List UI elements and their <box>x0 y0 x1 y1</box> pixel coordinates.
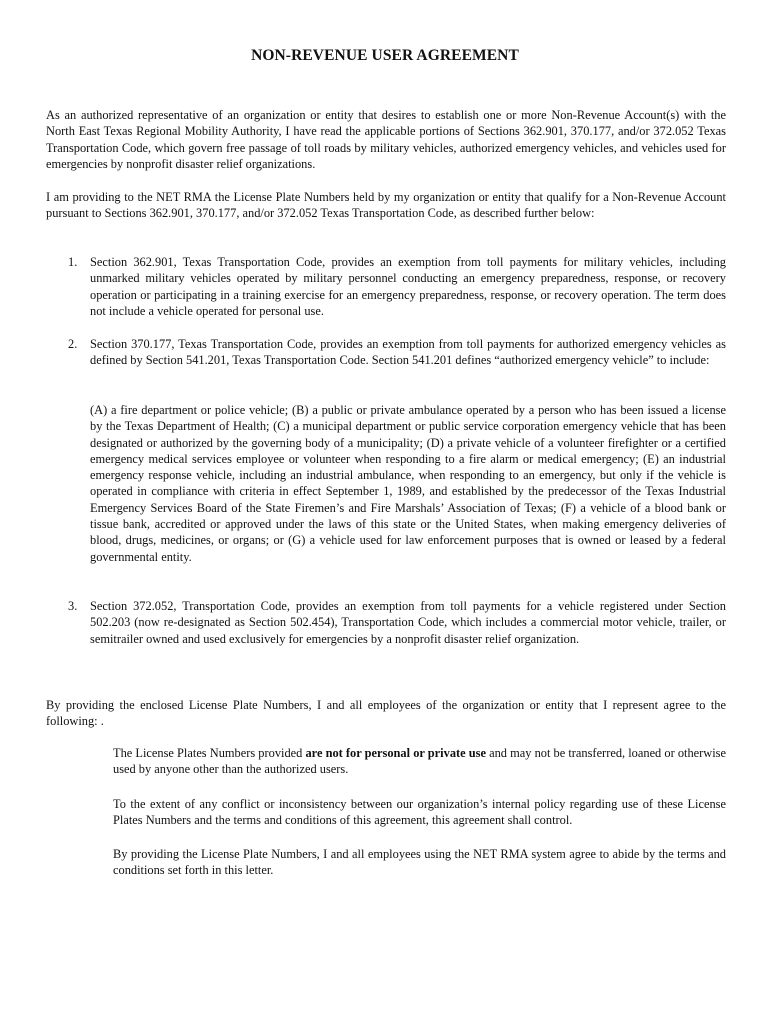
emergency-vehicle-definitions: (A) a fire department or police vehicle; (B) a public or private ambulance operated by a person who has been issued a license by the Texas Department of Health; (C) a municipal department or public service corporation emergency vehicle that has been designated or authorized by the governing body of a municipality; (D) a private vehicle of a volunteer firefighter or a certified emergency medical services employee or volunteer when responding to a fire alarm or medical emergency; (E) an industrial emergency response vehicle, including an industrial ambulance, when responding to an emergency, but only if the vehicle is operated in compliance with criteria in effect September 1, 1989, and established by the predecessor of the Texas Industrial Emergency Services Board of the State Firemen’s and Fire Marshals’ Association of Texas; (F) a vehicle of a blood bank or tissue bank, accredited or approved under the laws of this state or the United States, when making emergency deliveries of blood, drugs, medicines, or organs; or (G) a vehicle used for law enforcement purposes that is owned or leased by a federal governmental entity. <box>90 403 726 564</box>
list-item-disaster-relief: Section 372.052, Transportation Code, provides an exemption from toll payments for a vehicle registered under Section 502.203 (now re-designated as Section 502.454), Transportation Code, which includes a commercial motor vehicle, trailer, or semitrailer owned and used exclusively for emergencies by a nonprofit disaster relief organization. <box>90 599 726 646</box>
list-item-number: 1. <box>68 255 78 269</box>
document-title: NON-REVENUE USER AGREEMENT <box>251 47 519 64</box>
intro-paragraph: As an authorized representative of an organization or entity that desires to establish one or more Non-Revenue Account(s) with the North East Texas Regional Mobility Authority, I have read the applicable portions of Sections 362.901, 370.177, and/or 372.052 Texas Transportation Code, which govern free passage of toll roads by military vehicles, authorized emergency vehicles, and vehicles used for emergencies by nonprofit disaster relief organizations. <box>46 108 726 171</box>
list-item-military: Section 362.901, Texas Transportation Code, provides an exemption from toll payments for military vehicles, including unmarked military vehicles operated by military personnel conducting an emergency preparedness, response, or recovery operation or participating in a training exercise for an emergency preparedness, response, or recovery operation. The term does not include a vehicle operated for personal use. <box>90 255 726 318</box>
term-text: and may not be transferred, loaned or otherwise used by anyone other than the authorized users. <box>113 746 726 777</box>
providing-paragraph: I am providing to the NET RMA the License Plate Numbers held by my organization or entity that qualify for a Non-Revenue Account pursuant to Sections 362.901, 370.177, and/or 372.052 Texas Transportation Code, as described further below: <box>46 190 726 221</box>
term-personal-use <box>113 745 726 778</box>
term-text: The License Plates Numbers provided <box>113 746 306 760</box>
agree-paragraph: By providing the enclosed License Plate Numbers, I and all employees of the organization or entity that I represent agree to the following: . <box>46 698 726 729</box>
term-conflict: To the extent of any conflict or inconsistency between our organization’s internal policy regarding use of these License Plates Numbers and the terms and conditions of this agreement, this agreement shall control. <box>113 797 726 828</box>
list-item-emergency: Section 370.177, Texas Transportation Code, provides an exemption from toll payments for authorized emergency vehicles as defined by Section 541.201, Texas Transportation Code. Section 541.201 defines “authorized emergency vehicle” to include: <box>90 337 726 368</box>
term-emphasis: are not for personal or private use <box>305 746 486 760</box>
list-item-number: 3. <box>68 599 78 613</box>
term-abide: By providing the License Plate Numbers, I and all employees using the NET RMA system agree to abide by the terms and conditions set forth in this letter. <box>113 847 726 878</box>
list-item-number: 2. <box>68 337 78 351</box>
